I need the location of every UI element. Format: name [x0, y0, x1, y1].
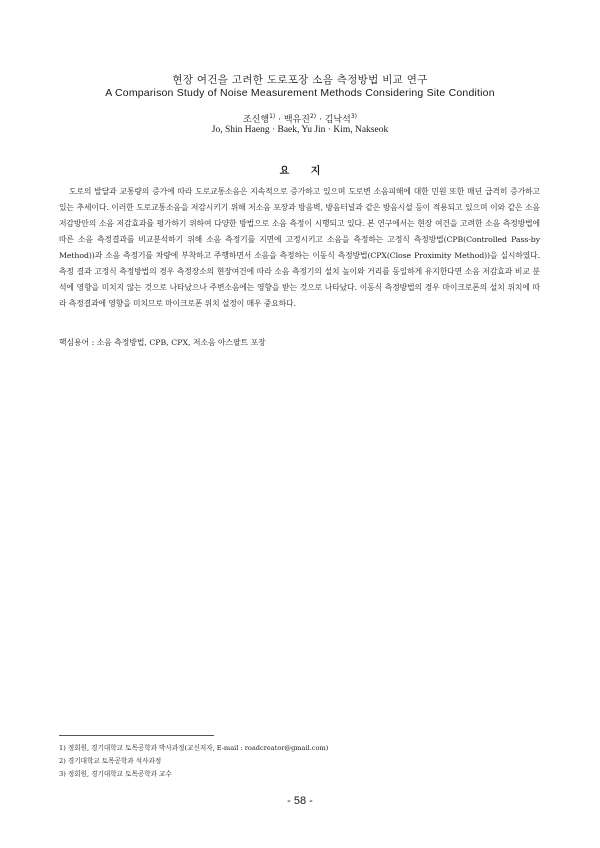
footnote-divider: [59, 735, 214, 736]
author-name: 백유진: [283, 115, 310, 125]
author-name: 조신행: [243, 115, 270, 125]
author-footnote-mark: 3): [350, 113, 357, 120]
paper-title-korean: 현장 여건을 고려한 도로포장 소음 측정방법 비교 연구: [172, 74, 428, 86]
author-separator: ·: [275, 115, 284, 125]
paper-title-english: A Comparison Study of Noise Measurement Methods Considering Site Condition: [105, 87, 495, 99]
footnotes: [59, 742, 540, 781]
abstract-heading: 요 지: [279, 166, 321, 177]
keywords-line: 핵심용어 : 소음 측정방법, CPB, CPX, 저소음 아스팔트 포장: [59, 338, 266, 347]
page-number: - 58 -: [287, 795, 313, 807]
abstract-body: 도로의 발달과 교통량의 증가에 따라 도로교통소음은 지속적으로 증가하고 있으며 도로변 소음피해에 대한 민원 또한 매년 급격히 증가하고 있는 추세이다. 이러한 도로교통소음을 저감시키기 위해 저소음 포장과 방음벽, 방음터널과 같은 방음시설 등이 적용되고 있으며 이와 같은 소음 저감방안의 소음 저감효과를 평가하기 위하여 다양한 방법으로 소음 측정이 시행되고 있다. 본 연구에서는 현장 여건을 고려한 소음 측정방법에 따른 소음 측정결과를 비교분석하기 위해 소음 측정기를 지면에 고정시키고 소음을 측정하는 고정식 측정방법(CPB(Controlled Pass-by Method))과 소음 측정기를 차량에 부착하고 주행하면서 소음을 측정하는 이동식 측정방법(CPX(Close Proximity Method))을 실시하였다. 측정 결과 고정식 측정방법의 경우 측정장소의 현장여건에 따라 소음 측정기의 설치 높이와 거리를 동일하게 유지한다면 소음 저감효과 비교 분석에 영향을 미치지 않는 것으로 나타났으나 주변소음에는 영향을 받는 것으로 나타났다. 이동식 측정방법의 경우 마이크로폰의 설치 위치에 따라 측정결과에 영향을 미치므로 마이크로폰 위치 설정이 매우 중요하다.: [59, 187, 540, 308]
author-footnote-mark: 1): [269, 113, 276, 120]
footnote-item: 3) 정회원, 경기대학교 토목공학과 교수: [59, 770, 172, 778]
footnote-item: 2) 경기대학교 토목공학과 석사과정: [59, 757, 162, 765]
authors-korean: [0, 112, 600, 125]
author-name: 김낙석: [324, 115, 351, 125]
footnote-item: 1) 정회원, 경기대학교 토목공학과 박사과정(교신저자, E-mail : roadcreator@gmail.com): [59, 744, 329, 752]
authors-english: Jo, Shin Haeng · Baek, Yu Jin · Kim, Nakseok: [211, 125, 389, 135]
author-footnote-mark: 2): [309, 113, 317, 120]
author-separator: ·: [316, 115, 325, 125]
